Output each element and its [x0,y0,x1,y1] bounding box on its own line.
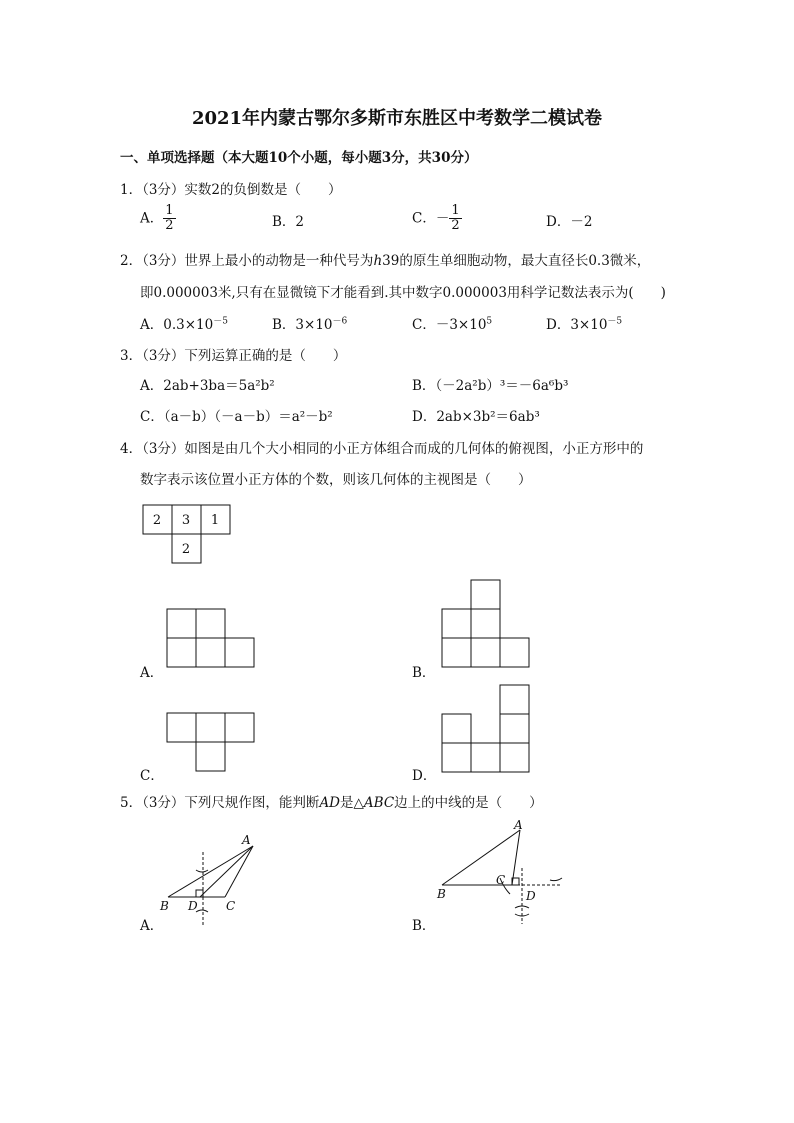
q1-option-c-fraction [449,204,461,234]
q2-b-base: B．3×10 [272,317,333,333]
q1-a-denominator: 2 [165,218,174,234]
q5-option-b-label: B． [412,918,436,934]
q4-option-d-label: D． [412,768,437,784]
q2-a-exponent: －5 [213,316,228,327]
grid-number-3: 1 [210,513,220,528]
q5-text-middle: 是△ [340,795,364,811]
q5-text-start: 5．（3分）下列尺规作图，能判断 [120,795,320,811]
q3-option-d: D．2ab×3b²＝6ab³ [412,409,540,425]
q5-option-a-figure [150,830,270,930]
question-2-line1 [120,249,650,269]
q5b-point-c: C [496,873,506,887]
q3-option-a: A．2ab+3ba＝5a²b² [140,378,275,394]
q5a-point-c: C [226,899,236,913]
page-title: 2021年内蒙古鄂尔多斯市东胜区中考数学二模试卷 [191,108,603,129]
q5-segment-ad: AD [319,795,341,811]
section-heading: 一、单项选择题（本大题10个小题，每小题3分，共30分） [120,150,478,166]
q2-option-a [140,313,228,333]
q5-triangle-abc: ABC [363,795,395,811]
q2-option-d [546,313,622,333]
q2-line1-start: 2．（3分）世界上最小的动物是一种代号为 [120,253,374,269]
grid-number-1: 2 [152,513,162,528]
q4-option-a-label: A． [140,665,164,681]
question-2-line2: 即0.000003米,只有在显微镜下才能看到.其中数字0.000003用科学记数法表示为( ) [140,285,666,301]
q5a-point-d: D [188,899,198,913]
q4-option-c-label: C． [140,768,164,784]
q1-option-a-fraction [163,204,175,234]
question-5-text [120,791,543,811]
q5a-point-a: A [242,833,251,847]
q4-option-b-figure [439,577,535,672]
q5-text-end: 边上的中线的是（ ） [394,795,543,811]
q1-option-d: D．－2 [546,214,593,230]
q2-option-c [412,313,492,333]
q1-c-denominator: 2 [451,218,460,234]
q2-variable-h: h [373,253,383,269]
q5-option-b-figure [430,818,570,928]
q2-line1-end: 39的原生单细胞动物，最大直径长0.3微米， [382,253,651,269]
grid-number-4: 2 [181,542,191,557]
q4-option-c-figure [164,710,260,776]
q2-b-exponent: －6 [332,316,348,327]
q1-c-numerator: 1 [451,203,460,218]
q4-top-view-grid [140,502,240,568]
q1-option-a [140,204,176,234]
q5a-point-b: B [160,899,169,913]
q1-option-c-label: C．－ [412,210,450,227]
q2-option-b [272,313,347,333]
q5-option-a-label: A． [140,918,164,934]
q4-option-b-label: B． [412,665,436,681]
q2-d-exponent: －5 [607,316,623,327]
q4-option-d-figure [439,682,535,777]
q5b-point-a: A [514,818,523,832]
q1-option-a-label: A． [140,210,164,227]
question-1-text: 1．（3分）实数2的负倒数是（ ） [120,182,342,198]
q2-c-base: C．－3×10 [412,317,487,333]
q5b-point-b: B [437,887,446,901]
question-4-line1: 4．（3分）如图是由几个大小相同的小正方体组合而成的几何体的俯视图，小正方形中的 [120,441,644,457]
q5b-point-d: D [526,889,536,903]
q1-a-numerator: 1 [165,203,174,218]
q4-option-a-figure [164,606,260,672]
grid-number-2: 3 [181,513,191,528]
q1-option-b: B．2 [272,214,305,230]
q2-d-base: D．3×10 [546,317,608,333]
q2-a-base: A．0.3×10 [140,317,214,333]
question-4-line2: 数字表示该位置小正方体的个数，则该几何体的主视图是（ ） [140,472,532,488]
q1-option-c [412,204,462,234]
q2-c-exponent: 5 [486,316,493,327]
q3-option-c: C．（a－b）（－a－b）＝a²－b² [140,409,333,425]
q3-option-b: B．（－2a²b）³＝－6a⁶b³ [412,378,569,394]
question-3-text: 3．（3分）下列运算正确的是（ ） [120,348,347,364]
